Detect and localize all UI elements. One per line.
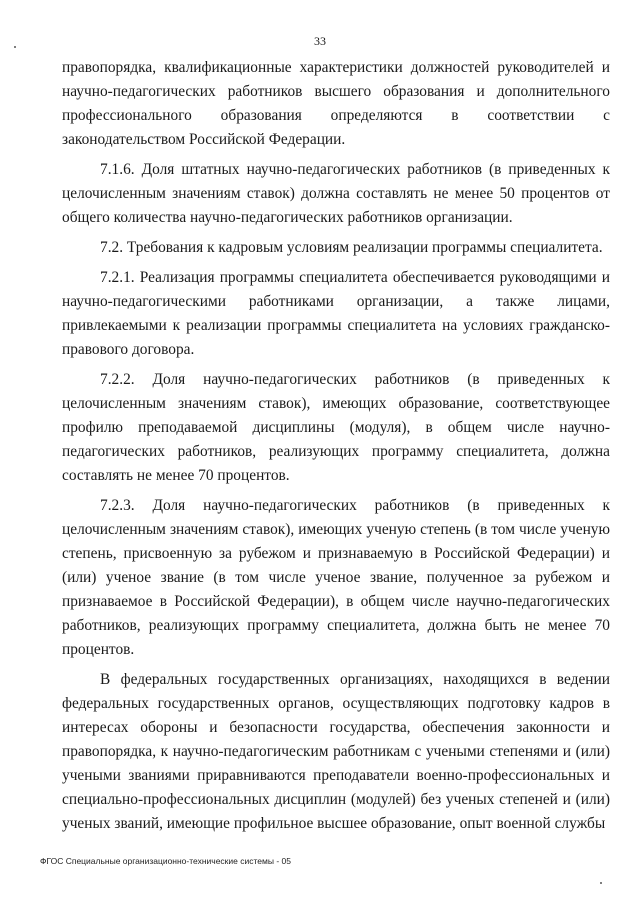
scan-speck [14, 46, 16, 48]
scan-speck [600, 882, 602, 884]
page-number: 33 [314, 34, 326, 48]
paragraph-7-1-6: 7.1.6. Доля штатных научно-педагогических работников (в приведенных к целочисленным значениям ставок) должна составлять не менее 50 процентов от общего количества научно-педагогических работников организации. [62, 161, 610, 226]
paragraph-7-2-1: 7.2.1. Реализация программы специалитета обеспечивается руководящими и научно-педагогическими работниками организации, а также лицами, привлекаемыми к реализации программы специалитета на условиях гражданско-правового договора. [62, 269, 610, 358]
paragraph-7-2-2: 7.2.2. Доля научно-педагогических работников (в приведенных к целочисленным значениям ставок), имеющих образование, соответствующее профилю преподаваемой дисциплины (модуля), в общем числе научно-педагогических работников, реализующих программу специалитета, должна составлять не менее 70 процентов. [62, 371, 610, 484]
paragraph-7-2-3: 7.2.3. Доля научно-педагогических работников (в приведенных к целочисленным значениям ставок), имеющих ученую степень (в том числе ученую степень, присвоенную за рубежом и признаваемую в Российской Федерации) и (или) ученое звание (в том числе ученое звание, полученное за рубежом и признаваемое в Российской Федерации), в общем числе научно-педагогических работников, реализующих программу специалитета, должна быть не менее 70 процентов. [62, 497, 610, 658]
paragraph-1: правопорядка, квалификационные характеристики должностей руководителей и научно-педагогических работников высшего образования и дополнительного профессионального образования определяются в соответствии с законодательством Российской Федерации. [62, 59, 610, 148]
paragraph-federal-organizations: В федеральных государственных организациях, находящихся в ведении федеральных государственных органов, осуществляющих подготовку кадров в интересах обороны и безопасности государства, обеспечения законности и правопорядка, к научно-педагогическим работникам с учеными степенями и (или) учеными званиями приравниваются преподаватели военно-профессиональных и специально-профессиональных дисциплин (модулей) без ученых степеней и (или) ученых званий, имеющие профильное высшее образование, опыт военной службы [62, 671, 610, 832]
paragraph-7-2: 7.2. Требования к кадровым условиям реализации программы специалитета. [100, 239, 603, 256]
document-footer: ФГОС Специальные организационно-технические системы - 05 [40, 856, 291, 866]
body-text [62, 56, 610, 836]
